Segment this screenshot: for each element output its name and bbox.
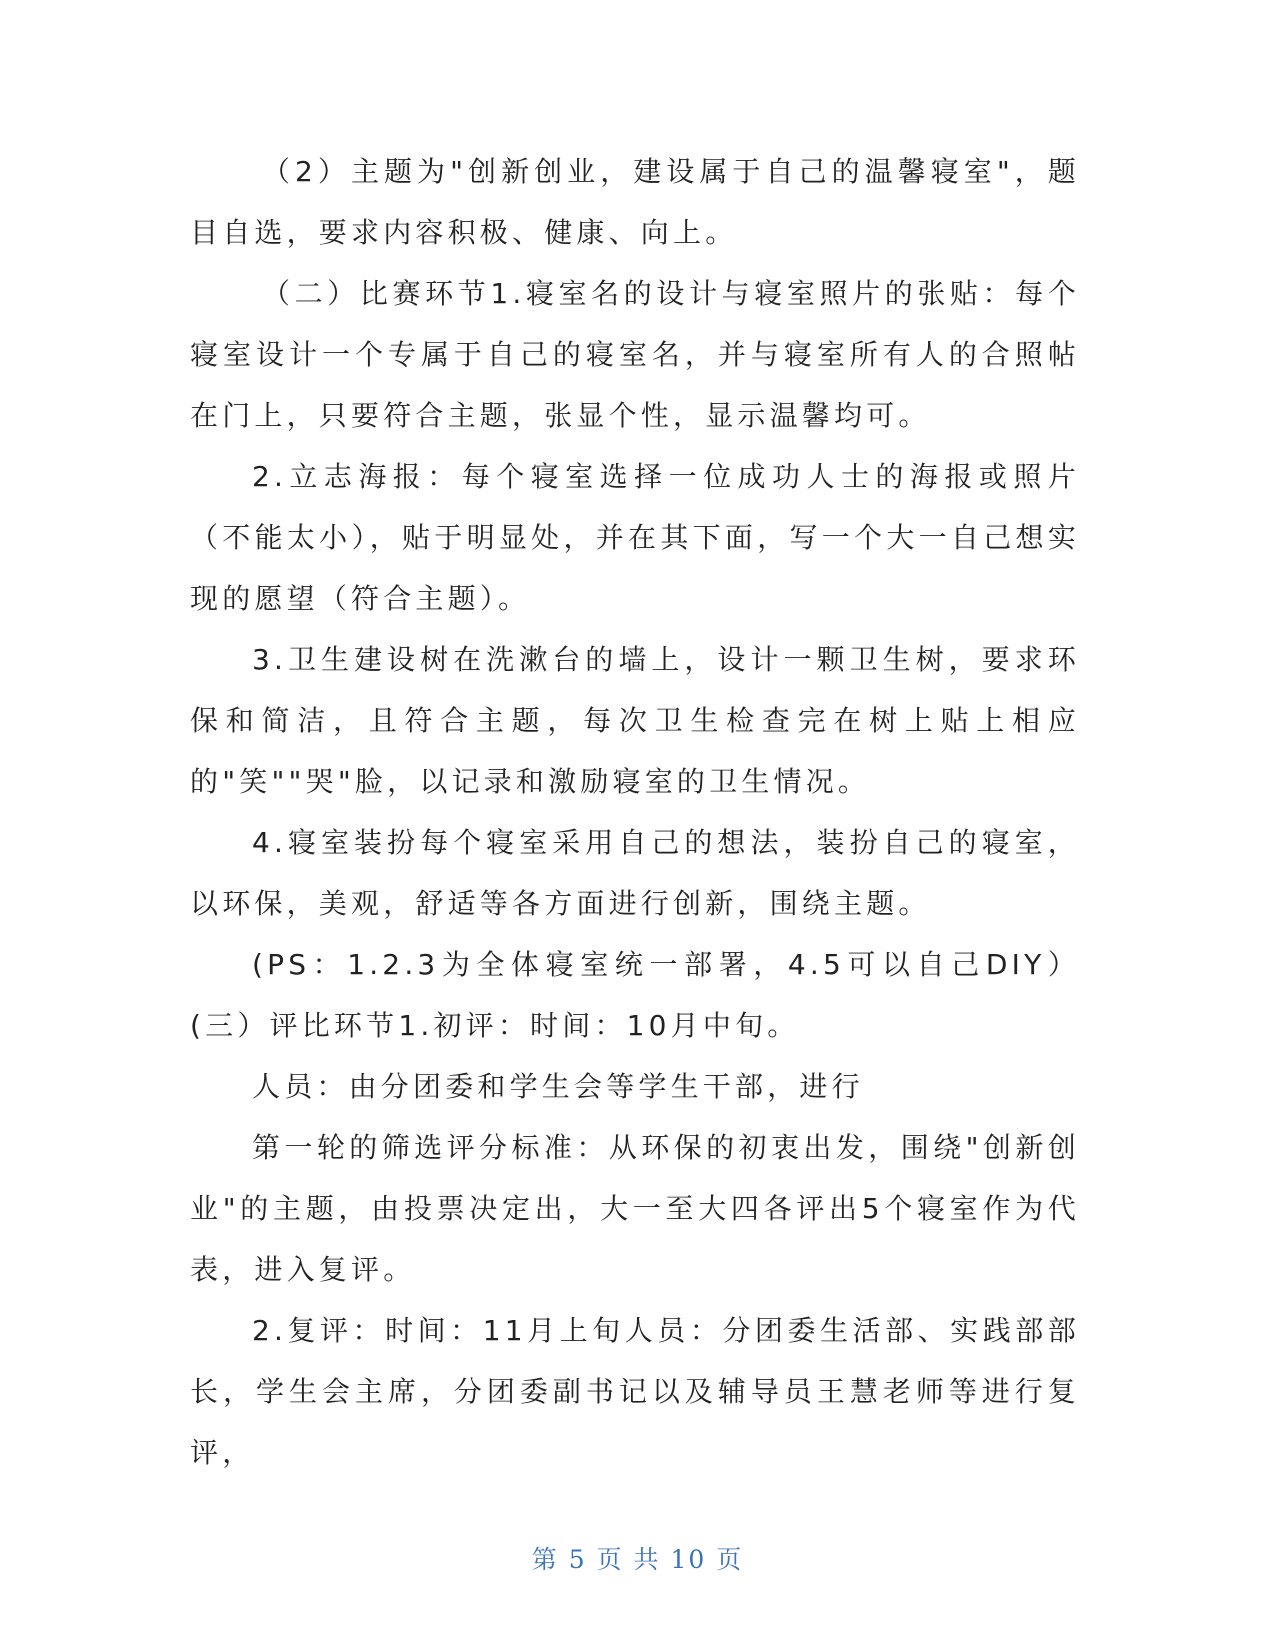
paragraph-first-round: 第一轮的筛选评分标准：从环保的初衷出发，围绕"创新创业"的主题，由投票决定出，大一至大四各评出5个寝室作为代表，进入复评。 [190,1131,1080,1286]
paragraph-decoration: 4.寝室装扮每个寝室采用自己的想法，装扮自己的寝室，以环保，美观，舒适等各方面进行创新，围绕主题。 [190,826,1080,920]
paragraph-competition-stage: （二）比赛环节1.寝室名的设计与寝室照片的张贴：每个寝室设计一个专属于自己的寝室名，并与寝室所有人的合照帖在门上，只要符合主题，张显个性，显示温馨均可。 [190,277,1080,432]
paragraph-ps-note: (PS：1.2.3为全体寝室统一部署，4.5可以自己DIY）(三）评比环节1.初评：时间：10月中旬。 [190,948,1080,1042]
document-body [190,141,1080,1483]
paragraph-hygiene-tree: 3.卫生建设树在洗漱台的墙上，设计一颗卫生树，要求环保和简洁，且符合主题，每次卫生检查完在树上贴上相应的"笑""哭"脸，以记录和激励寝室的卫生情况。 [190,643,1080,798]
paragraph-review: 2.复评：时间：11月上旬人员：分团委生活部、实践部部长，学生会主席，分团委副书记以及辅导员王慧老师等进行复评， [190,1314,1080,1469]
page-number-footer: 第 5 页 共 10 页 [531,1545,744,1574]
paragraph-personnel: 人员：由分团委和学生会等学生干部，进行 [252,1070,864,1103]
paragraph-theme: （2）主题为"创新创业，建设属于自己的温馨寝室"，题目自选，要求内容积极、健康、向上。 [190,155,1080,249]
paragraph-poster: 2.立志海报：每个寝室选择一位成功人士的海报或照片（不能太小），贴于明显处，并在其下面，写一个大一自己想实现的愿望（符合主题）。 [190,460,1080,615]
